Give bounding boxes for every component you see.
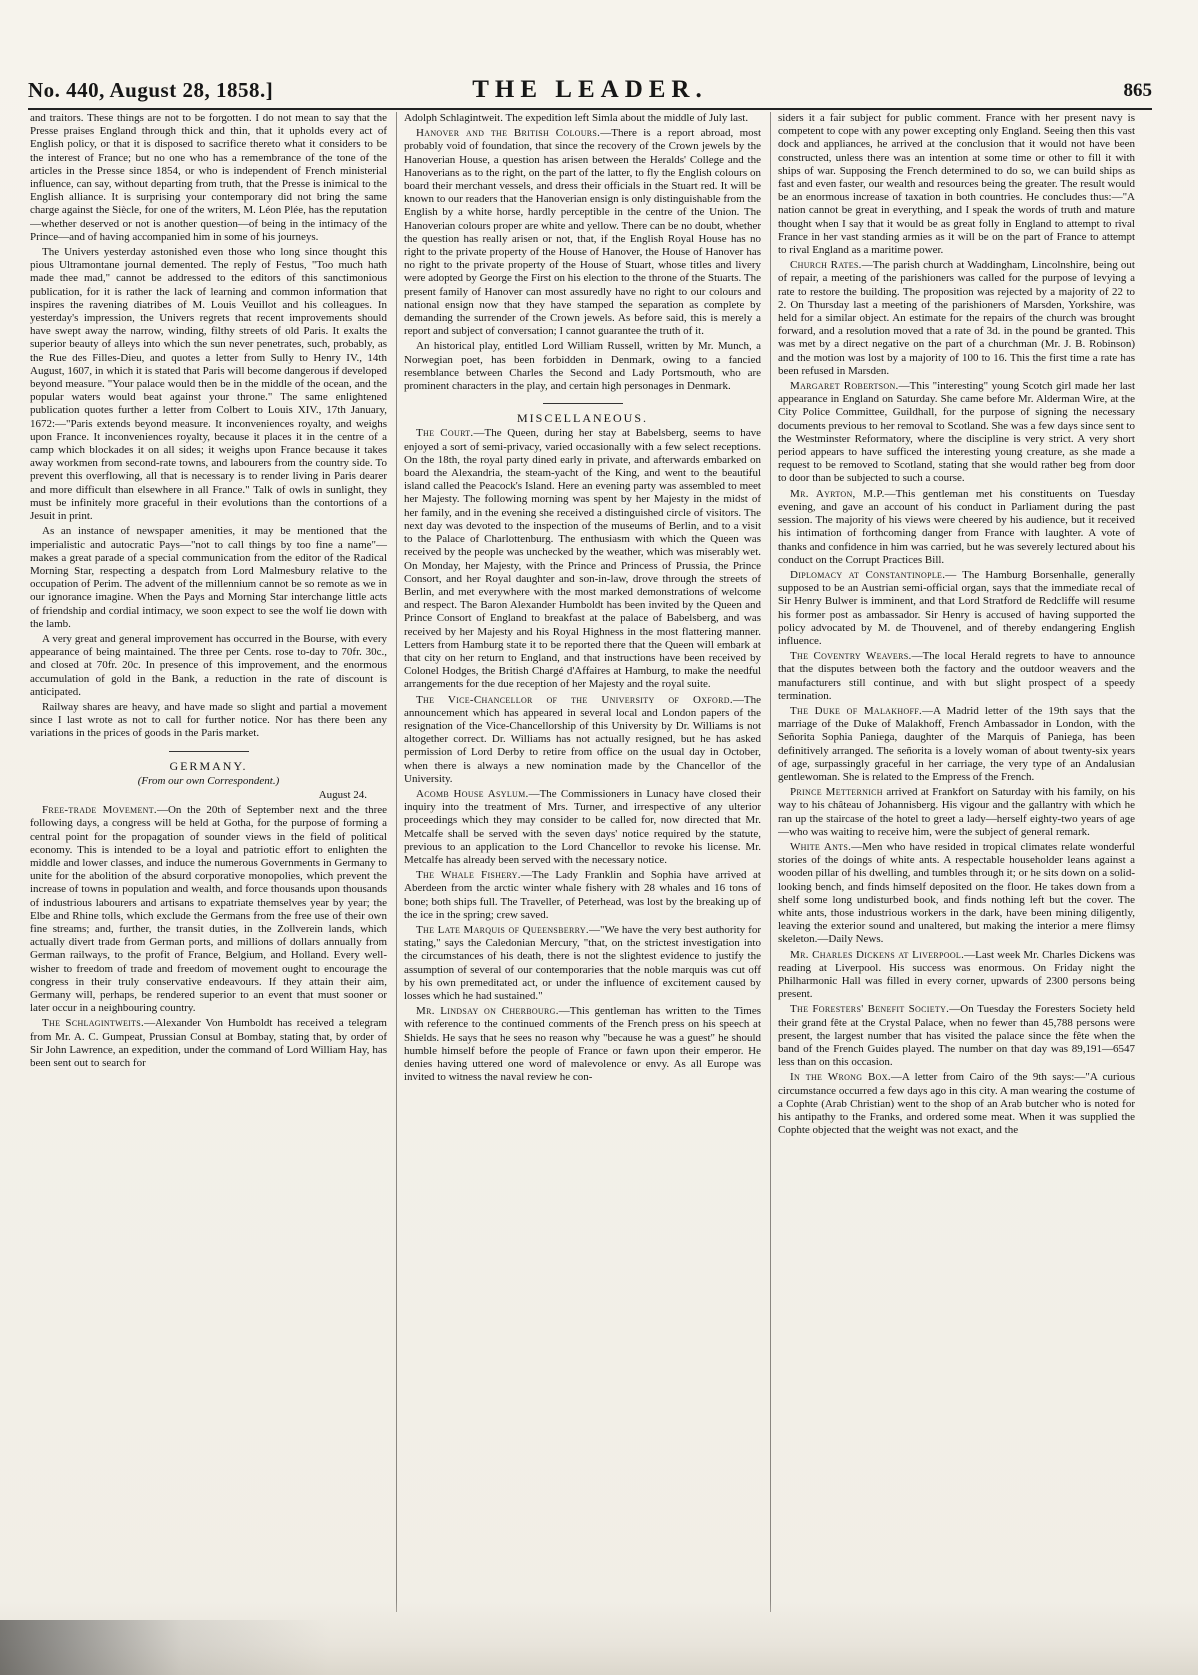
article-body: arrived at Frankfort on Saturday with his family, on his way to his château of Johannisberg. His vigour and the gallantry with which he ran up the staircase of the hotel to greet a lady—herself eighty-two years of age—who was waiting to receive him, were the subject of general remark. <box>778 786 1135 838</box>
page-number: 865 <box>1123 80 1152 101</box>
article-heading: Mr. Charles Dickens at Liverpool. <box>790 948 965 961</box>
article-body: —A letter from Cairo of the 9th says:—"A curious circumstance occurred a few days ago in this city. A man wearing the costume of a Cophte (Arab Christian) went to the shop of an Arab butcher who is noted for his antipathy to the Franks, and ordered some meat. When it was supplied the Cophte objected that the weight was not exact, and the <box>778 1071 1135 1137</box>
article-heading: The Late Marquis of Queensberry. <box>416 923 589 936</box>
column-rule <box>770 112 771 1612</box>
scan-smudge <box>0 1620 330 1675</box>
column-2 <box>404 112 761 1612</box>
paragraph: A very great and general improvement has occurred in the Bourse, with every appearance of being maintained. The three per Cents. rose to-day to 70fr. 30c., and closed at 70fr. 20c. In presence of this improvement, and the enormous accumulation of gold in the Bank, a reduction in the rate of discount is anticipated. <box>30 632 387 698</box>
article-heading: Acomb House Asylum. <box>416 787 529 800</box>
dateline: August 24. <box>318 788 367 801</box>
article-body: —This gentleman met his constituents on Tuesday evening, and gave an account of his conduct in Parliament during the past session. The majority of his views were cheered by his audience, but it received his intimation of forthcoming danger from France with laughter. A vote of thanks and confidence in him was carried, but he was severely lectured about his conduct on the Corrupt Practices Bill. <box>778 487 1135 566</box>
article-whale-fishery <box>404 869 761 922</box>
column-rule <box>396 112 397 1612</box>
article-body: —The Queen, during her stay at Babelsberg, seems to have enjoyed a sort of semi-privacy, varied occasionally with a few select receptions. On the 18th, the royal party dined early in private, and afterwards embarked on board the Alexandria, the steam-yacht of the King, and went to the beautiful island called the Peacock's Island. Here an evening party was assembled to meet her Majesty. The following morning was spent by her Majesty in the midst of her family, and in the evening she received a distinguished circle of visitors. The next day was devoted to the inspection of the museums of Berlin, and to a visit to the Palace of Charlottenburg. The enthusiasm with which the Queen was received by the people was unchecked by the weather, which was miserably wet. On Monday, her Majesty, with the Prince and Princess of Prussia, the Prince Consort, and her Royal daughter and son-in-law, drove through the streets of Berlin, and met everywhere with the most marked demonstrations of welcome and respect. The Baron Alexander Humboldt has been invited by the Queen and Prince Consort of England to breakfast at the palace of Babelsberg, and was received by her Majesty and his Royal Highness in the most flattering manner. Letters from Hamburg state it to be reported there that the Queen will embark at that city on her return to England, and that instructions have been received by Colonel Hodges, the British Chargé d'Affaires at Hamburg, to make the needful arrangements for the due reception of her Majesty and the royal suite. <box>404 427 761 691</box>
article-heading: The Coventry Weavers. <box>790 650 912 663</box>
article-heading: The Whale Fishery. <box>416 869 521 882</box>
article-heading: Margaret Robertson. <box>790 380 899 393</box>
paragraph: An historical play, entitled Lord William Russell, written by Mr. Munch, a Norwegian poet, has been forbidden in Denmark, owing to a fancied resemblance between Charles the Second and Lady Portsmouth, who are prominent characters in the play, and certain high personages in Denmark. <box>404 340 761 393</box>
article-heading: Diplomacy at Constantinople. <box>790 568 946 581</box>
paragraph: and traitors. These things are not to be forgotten. I do not mean to say that the Presse praises England through thick and thin, that it upholds every act of English policy, or that it is disposed to sacrifice thereto what it considers to be the interest of France; but no one who has a remembrance of the tone of the articles in the Presse since 1854, or who is independent of French ministerial influence, can say, without departing from truth, that the Presse is inimical to the English alliance. It is surprising your contemporary did not bring the same charge against the Siècle, for one of the writers, M. Léon Plée, has the reputation—whether deserved or not is another question—of being in the intimacy of the Prince—and of having accompanied him in some of his journeys. <box>30 112 387 243</box>
paragraph: Railway shares are heavy, and have made so slight and partial a movement since I last wrote as not to call for further notice. Nor has there been any variations in the prices of goods in the Paris market. <box>30 700 387 740</box>
article-body: —Last week Mr. Charles Dickens was reading at Liverpool. His success was enormous. On Friday night the Philharmonic Hall was filled in every corner, upwards of 2300 persons being present. <box>778 948 1135 1001</box>
article-diplomacy <box>778 569 1135 648</box>
article-body: —The parish church at Waddingham, Lincolnshire, being out of repair, a meeting of the parishioners was called for the purpose of levying a rate to restore the building. The proposition was rejected by a majority of 22 to 2. On Thursday last a meeting of the parishioners of Marsden, Yorkshire, was held for a similar object. An estimate for the repairs of the church was brought forward, and a resolution moved that a rate of 3d. in the pound be granted. This was met by a direct negative on the part of a churchman (Mr. J. B. Robinson) and the motion was lost by a majority of 100 to 16. This the first time a rate has been refused in Marsden. <box>778 259 1135 377</box>
article-church-rates <box>778 259 1135 378</box>
section-heading-germany: GERMANY. <box>169 758 248 773</box>
section-divider <box>543 403 623 404</box>
article-body: —This "interesting" young Scotch girl made her last appearance in England on Saturday. She came before Mr. Alderman Wire, at the City Police Committee, Guildhall, for the purpose of signing the necessary documents previous to her removal to Scotland. She was a few days since sent to the Westminster Reformatory, where the discipline is very strict. A very short period appears to have sufficed the interesting young creature, as she made a request to be removed to Scotland, stating that she would rather beg from door to door than be subjected to such a course. <box>778 380 1135 485</box>
article-heading: The Vice-Chancellor of the University of Oxford. <box>416 693 733 706</box>
article-court <box>404 427 761 691</box>
article-malakhoff <box>778 705 1135 784</box>
article-heading: Church Rates. <box>790 259 862 272</box>
article-coventry <box>778 650 1135 703</box>
article-heading: Prince Metternich <box>790 786 883 799</box>
article-body: —This gentleman has written to the Times with reference to the continued comments of the French press on his speech at Shields. He says that he sees no reason why "because he was a guest" he should humble himself before the people of France or fawn upon their emperor. He denies having uttered one word of malevolence or envy. As all Europe was invited to witness the naval review he con- <box>404 1005 761 1084</box>
section-divider <box>169 751 249 752</box>
article-heading: Mr. Lindsay on Cherbourg. <box>416 1005 559 1018</box>
correspondent-note: (From our own Correspondent.) <box>137 774 280 787</box>
article-foresters <box>778 1003 1135 1069</box>
article-heading: Mr. Ayrton, M.P. <box>790 487 885 500</box>
article-free-trade <box>30 804 387 1015</box>
article-body: —The local Herald regrets to have to announce that the disputes between both the factory and the outdoor weavers and the manufacturers still continue, and with but slight prospect of a speedy termination. <box>778 650 1135 702</box>
article-heading: The Foresters' Benefit Society. <box>790 1003 950 1016</box>
paragraph: As an instance of newspaper amenities, it may be mentioned that the imperialistic and autocratic Pays—"not to call things by too fine a name"—makes a great parade of a special communication from the editor of the Radical Morning Star, respecting a despatch from Lord Malmesbury relative to the occupation of Perim. The advent of the millennium cannot be so remote as we in our ignorance imagine. When the Pays and Morning Star interchange little acts of friendship and cordial intimacy, we soon expect to see the wolf lie down with the lamb. <box>30 525 387 630</box>
article-body: —Alexander Von Humboldt has received a telegram from Mr. A. C. Gumpeat, Prussian Consul at Bombay, stating that, by order of Sir John Lawrence, an expedition, under the command of Lord William Hay, has been sent out to search for <box>30 1017 387 1070</box>
article-acomb <box>404 788 761 867</box>
section-heading-miscellaneous: MISCELLANEOUS. <box>516 411 648 426</box>
article-body: —The announcement which has appeared in several local and London papers of the resignation of the Vice-Chancellorship of this University by Dr. Williams is not altogether correct. Dr. Williams has not actually resigned, but he has asked permission of Lord Derby to retire from office on the usual day in October, when there is always a new nomination made by the Chancellor of the University. <box>404 693 761 785</box>
paragraph: The Univers yesterday astonished even those who long since thought this pious Ultramontane journal demented. The reply of Festus, "Too much hath made thee mad," cannot be addressed to the editors of this sanctimonious publication, for it is rather the lack of learning and common information that inspires the ravening diatribes of M. Louis Veuillot and his colleagues. In yesterday's impression, the Univers regrets that recent improvements should have swept away the narrow, winding, filthy streets of old Paris. It exalts the superior beauty of alleys into which the sun never penetrates, such, probably, as the Rue des Filles-Dieu, and quotes a letter from Sully to Henry IV., 14th August, 1607, in which it is stated that Paris will become dangerous if developed beyond measure. "Your palace would then be in the middle of the ocean, and the popular waters would beat against your throne." The same enlightened publication quotes further a letter from Colbert to Louis XIV., 17th January, 1672:—"Paris extends beyond measure. It inconveniences royalty, and weighs upon France. It inconveniences royalty, because it places it in the centre of a camp which blockades it on all sides; it weighs upon France because it takes away workmen from second-rate towns, and labourers from the country side. To prevent this overflowing, all that is necessary is to render living in Paris dearer and more difficult than elsewhere in all France." Talk of owls in sunlight, they must be infinitely more graceful in their evolutions than the contortions of a Jesuit in print. <box>30 246 387 523</box>
article-wrong-box <box>778 1071 1135 1137</box>
article-heading: Hanover and the British Colours. <box>416 127 601 140</box>
article-heading: The Court. <box>416 427 474 440</box>
article-ayrton <box>778 488 1135 567</box>
article-margaret-robertson <box>778 380 1135 486</box>
newspaper-title: THE LEADER. <box>472 76 708 103</box>
article-heading: In the Wrong Box. <box>790 1071 891 1084</box>
article-body: —A Madrid letter of the 19th says that the marriage of the Duke of Malakhoff, French Ambassador in London, with the Señorita Sophia Paniega, daughter of the Marquis of Paniega, has been definitively arranged. The señorita is a lovely woman of about twenty-six years of age, surpassingly graceful in her carriage, the very type of an Andalusian gentlewoman. She is related to the Empress of the French. <box>778 704 1135 783</box>
article-body: —There is a report abroad, most probably void of foundation, that since the recovery of the Crown jewels by the Hanoverian House, a question has arisen between the Heralds' College and the Hanoverians as to the right, on the part of the latter, to fly the English colours on board their merchant vessels, and dress their officials in the Stuart red. It will be known to our readers that the Hanoverian ensign is only distinguishable from the English by a white horse, hardly perceptible in the centre of the Union. The Hanoverian colours proper are white and yellow. There can be no doubt, whether the question has really arisen or not, that, if the English Royal House has no right to the private property of the House of Hanover, the House of Hanover has no right to the private property of the House of Stuart, whose titles and livery were adopted by George the First on his election to the throne of the Stuarts. The present family of Hanover can most assuredly have no right to our colours and national ensign now that they have stamped the separation as complete by demanding the surrender of the Crown jewels. As before said, this is merely a report and subject of conversation; I cannot guarantee the truth of it. <box>404 127 761 338</box>
article-body: —The Commissioners in Lunacy have closed their inquiry into the treatment of Mrs. Turner, and irrespective of any ulterior proceedings which they may consider to be called for, now directed that Mr. Metcalfe shall be served with the seven days' notice required by the statute, previous to an application to the Lord Chancellor to revoke his license. Mr. Metcalfe has already been served with the necessary notice. <box>404 787 761 866</box>
column-1 <box>30 112 387 1612</box>
article-lindsay <box>404 1005 761 1084</box>
article-heading: The Duke of Malakhoff. <box>790 704 923 717</box>
article-heading: White Ants. <box>790 840 852 853</box>
article-body: —"We have the very best authority for stating," says the Caledonian Mercury, "that, on the strictest investigation into the circumstances of his death, there is not the slightest evidence to justify the assumption of several of our contemporaries that the noble marquis was cut off by his own premeditated act, or under the influence of excitement caused by losses which he had sustained." <box>404 923 761 1002</box>
paragraph: Adolph Schlagintweit. The expedition left Simla about the middle of July last. <box>404 112 749 124</box>
article-heading: Free-trade Movement. <box>42 804 157 817</box>
article-white-ants <box>778 841 1135 947</box>
article-body: —On the 20th of September next and the three following days, a congress will be held at Gotha, for the purpose of forming a central point for the propagation of sounder views in the field of political economy. This is intended to be a loyal and patriotic effort to enlighten the middle and lower classes, and induce the numerous Governments in Germany to unite for the abolition of the absurd corporative monopolies, which prevent the increase of towns in population and wealth, and force thousands upon thousands of industrious labourers and artisans to expatriate themselves year by year; the Elbe and Rhine tolls, which exclude the Germans from the free use of their own fine streams; and, further, the transit duties, in the Zollverein lands, which actually divert trade from German ports, and millions of dollars annually from German railways, to the profit of France, Belgium, and Holland. Every well-wisher to freedom of trade and freedom of movement ought to encourage the congress in their truly conservative endeavours. If they attain their aim, Germany will, perhaps, be rendered superior to an event that must sooner or later occur in a neighbouring country. <box>30 804 387 1015</box>
article-body: —On Tuesday the Foresters Society held their grand fête at the Crystal Palace, when no fewer than 45,788 persons were present, the largest number that has visited the palace since the fête when the band of the French Guides played. The number on that day was 89,191—6547 less than on this occasion. <box>778 1003 1135 1069</box>
article-queensberry <box>404 924 761 1003</box>
article-vice-chancellor <box>404 694 761 786</box>
article-heading: The Schlagintweits. <box>42 1017 145 1030</box>
article-body: — The Hamburg Borsenhalle, generally supposed to be an Austrian semi-official organ, says that the immediate recal of Sir Henry Bulwer is imminent, and that Lord Stratford de Redcliffe will resume his former post as ambassador. Sir Henry is accused of having supported the policy advocated by M. de Thouvenel, and of thereby endangering English influence. <box>778 568 1135 647</box>
article-body: —Men who have resided in tropical climates relate wonderful stories of the doings of white ants. A respectable householder leans against a wooden pillar of his dwelling, and tumbles through it; or he sits down on a solid-looking bench, and finds himself deposited on the floor. He takes down from a shelf some long undisturbed book, and finds nothing left but the cover. The white ants, those industrious workers in the dark, have been mining diligently, leaving the exterior sound and unaltered, but making the interior a mere flimsy skeleton.—Daily News. <box>778 840 1135 946</box>
paragraph: siders it a fair subject for public comment. France with her present navy is competent to cope with any power excepting only England. Seeing then this vast dock and appliances, he arrived at the conclusion that it would not have been constructed, unless there was an intention at some time or other to fill it with ships of war. Supposing the French determined to do so, we can build ships as fast and even faster, our wealth and resources being the greater. The result would be an enormous increase of taxation in both countries. He concludes thus:—"A nation cannot be great in everything, and I speak the words of truth and mature thought when I say that it would be as great folly in England to attempt to rival France in her vast standing armies as it will be on the part of France to attempt to rival England as a maritime power. <box>778 112 1135 257</box>
column-3 <box>778 112 1135 1612</box>
article-hanover <box>404 127 761 338</box>
article-metternich <box>778 786 1135 839</box>
masthead <box>28 72 1152 110</box>
article-dickens <box>778 949 1135 1002</box>
article-schlagintweits <box>30 1017 387 1070</box>
article-body: —The Lady Franklin and Sophia have arrived at Aberdeen from the arctic winter whale fishery with 28 whales and 16 tons of bone; both ships full. The Traveller, of Peterhead, was lost by the breaking up of the ice in the spring; crew saved. <box>404 869 761 921</box>
issue-date: No. 440, August 28, 1858.] <box>28 78 274 102</box>
